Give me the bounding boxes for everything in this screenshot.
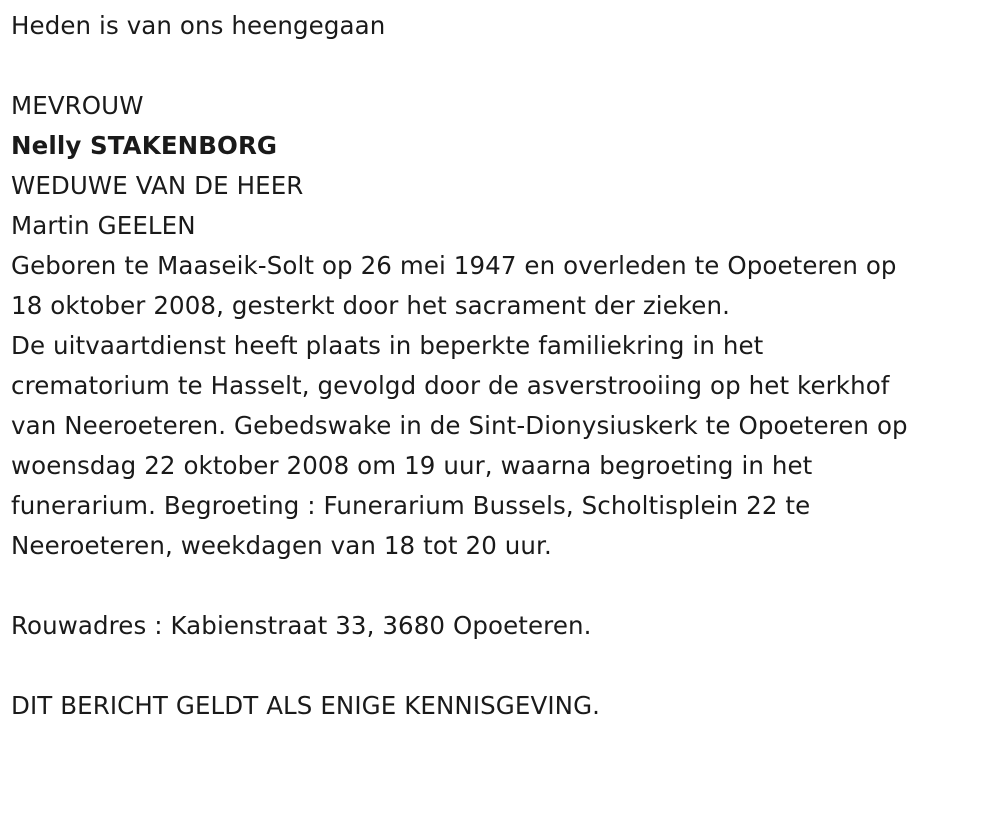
death-notice xyxy=(11,6,986,726)
opening-line: Heden is van ons heengegaan xyxy=(11,11,386,40)
mourning-address: Rouwadres : Kabienstraat 33, 3680 Opoeteren. xyxy=(11,611,592,640)
relation-line: WEDUWE VAN DE HEER xyxy=(11,171,304,200)
paragraph-line: 18 oktober 2008, gesterkt door het sacrament der zieken. xyxy=(11,291,730,320)
deceased-name: Nelly STAKENBORG xyxy=(11,131,278,160)
paragraph-line: woensdag 22 oktober 2008 om 19 uur, waarna begroeting in het xyxy=(11,451,813,480)
paragraph-line: crematorium te Hasselt, gevolgd door de asverstrooiing op het kerkhof xyxy=(11,371,890,400)
spouse-name: Martin GEELEN xyxy=(11,211,196,240)
funeral-paragraph xyxy=(11,326,986,566)
deceased-title: MEVROUW xyxy=(11,91,144,120)
paragraph-line: van Neeroeteren. Gebedswake in de Sint-Dionysiuskerk te Opoeteren op xyxy=(11,411,908,440)
paragraph-line: Neeroeteren, weekdagen van 18 tot 20 uur. xyxy=(11,531,552,560)
paragraph-line: De uitvaartdienst heeft plaats in beperkte familiekring in het xyxy=(11,331,764,360)
birth-death-paragraph xyxy=(11,246,986,326)
closing-statement: DIT BERICHT GELDT ALS ENIGE KENNISGEVING. xyxy=(11,691,601,720)
paragraph-line: funerarium. Begroeting : Funerarium Bussels, Scholtisplein 22 te xyxy=(11,491,811,520)
paragraph-line: Geboren te Maaseik-Solt op 26 mei 1947 en overleden te Opoeteren op xyxy=(11,251,897,280)
